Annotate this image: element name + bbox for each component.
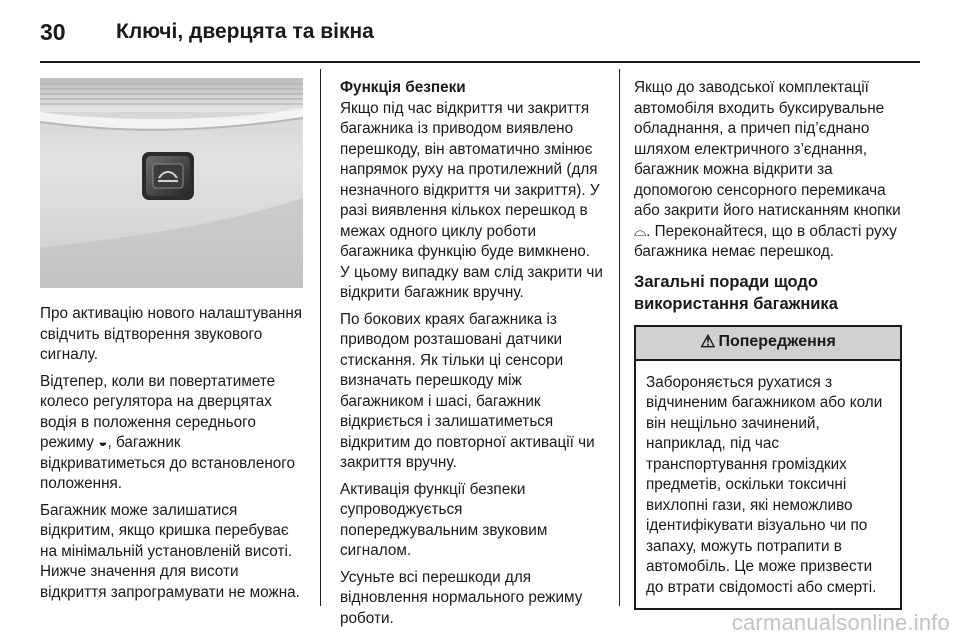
paragraph: Усуньте всі перешкоди для відновлення нормального режиму роботи.: [340, 568, 583, 627]
warning-title: Попередження: [718, 333, 836, 351]
paragraph-text: . Переконайтеся, що в області руху багажника немає перешкод.: [634, 222, 897, 260]
column-divider: [320, 69, 321, 606]
paragraph: [634, 78, 902, 263]
warning-body: Забороняється рухатися з відчиненим багажником або коли він нещільно зачинений, наприклад, під час транспортування громіздких предметів, оскільки токсичні вихлопні гази, які неможливо ідентифікувати візуально чи по запаху, можуть потрапити в автомобіль. Це може призвести до втрати свідомості або смерті.: [646, 373, 883, 596]
paragraph: Про активацію нового налаштування свідчить відтворення звукового сигналу.: [40, 305, 303, 363]
subheading: Функція безпеки: [340, 79, 466, 96]
paragraph: [40, 372, 303, 495]
page-title: Ключі, дверцята та вікна: [116, 20, 374, 43]
half-circle-mode-icon: ◒: [98, 434, 108, 451]
page-header: [40, 12, 374, 52]
column-divider: [619, 69, 620, 606]
section-title: Загальні поради щодо використання багажника: [634, 272, 838, 313]
page-number: 30: [40, 18, 66, 45]
warning-box: [634, 325, 902, 611]
warning-header: [636, 327, 900, 361]
header-rule: [40, 61, 920, 63]
tailgate-button-icon: ⌓: [634, 222, 647, 240]
tailgate-button-photo: [40, 78, 303, 288]
paragraph: Якщо під час відкриття чи закриття багажника із приводом виявлено перешкоду, він автоматично змінює напрямок руху на протилежний (для незначного відкриття чи закриття). У разі виявлення кількох перешкод в межах одного циклу роботи багажника функцію буде вимкнено. У цьому випадку вам слід закрити чи відкрити багажник вручну.: [340, 99, 603, 301]
paragraph-text: Відтепер, коли ви повертатимете колесо регулятора на дверцятах водія в положення середнього режиму: [40, 372, 276, 451]
paragraph: По бокових краях багажника із приводом розташовані датчики стискання. Як тільки ці сенсори визначать перешкоду між багажником і шасі, багажник відкриється і залишатиметься відкритим до повторної активації чи закриття вручну.: [340, 310, 595, 471]
paragraph-text: , багажник відкриватиметься до встановленого положення.: [40, 434, 296, 492]
warning-triangle-icon: ⚠: [700, 332, 716, 352]
paragraph: Активація функції безпеки супроводжується попереджувальним звуковим сигналом.: [340, 480, 548, 559]
paragraph-text: Якщо до заводської комплектації автомобіля входить буксирувальне обладнання, а причеп під’єднано шляхом електричного з’єднання, багажник можна відкрити за допомогою сенсорного перемикача або закрити його натисканням кнопки: [634, 79, 901, 219]
column-middle: [340, 78, 603, 635]
watermark: carmanualsonline.info: [731, 610, 950, 635]
paragraph: Багажник може залишатися відкритим, якщо кришка перебуває на мінімальній установленій висоті. Нижче значення для висоти відкриття запрограмувати не можна.: [40, 501, 300, 601]
column-left: [40, 78, 303, 609]
column-right: [634, 78, 902, 610]
